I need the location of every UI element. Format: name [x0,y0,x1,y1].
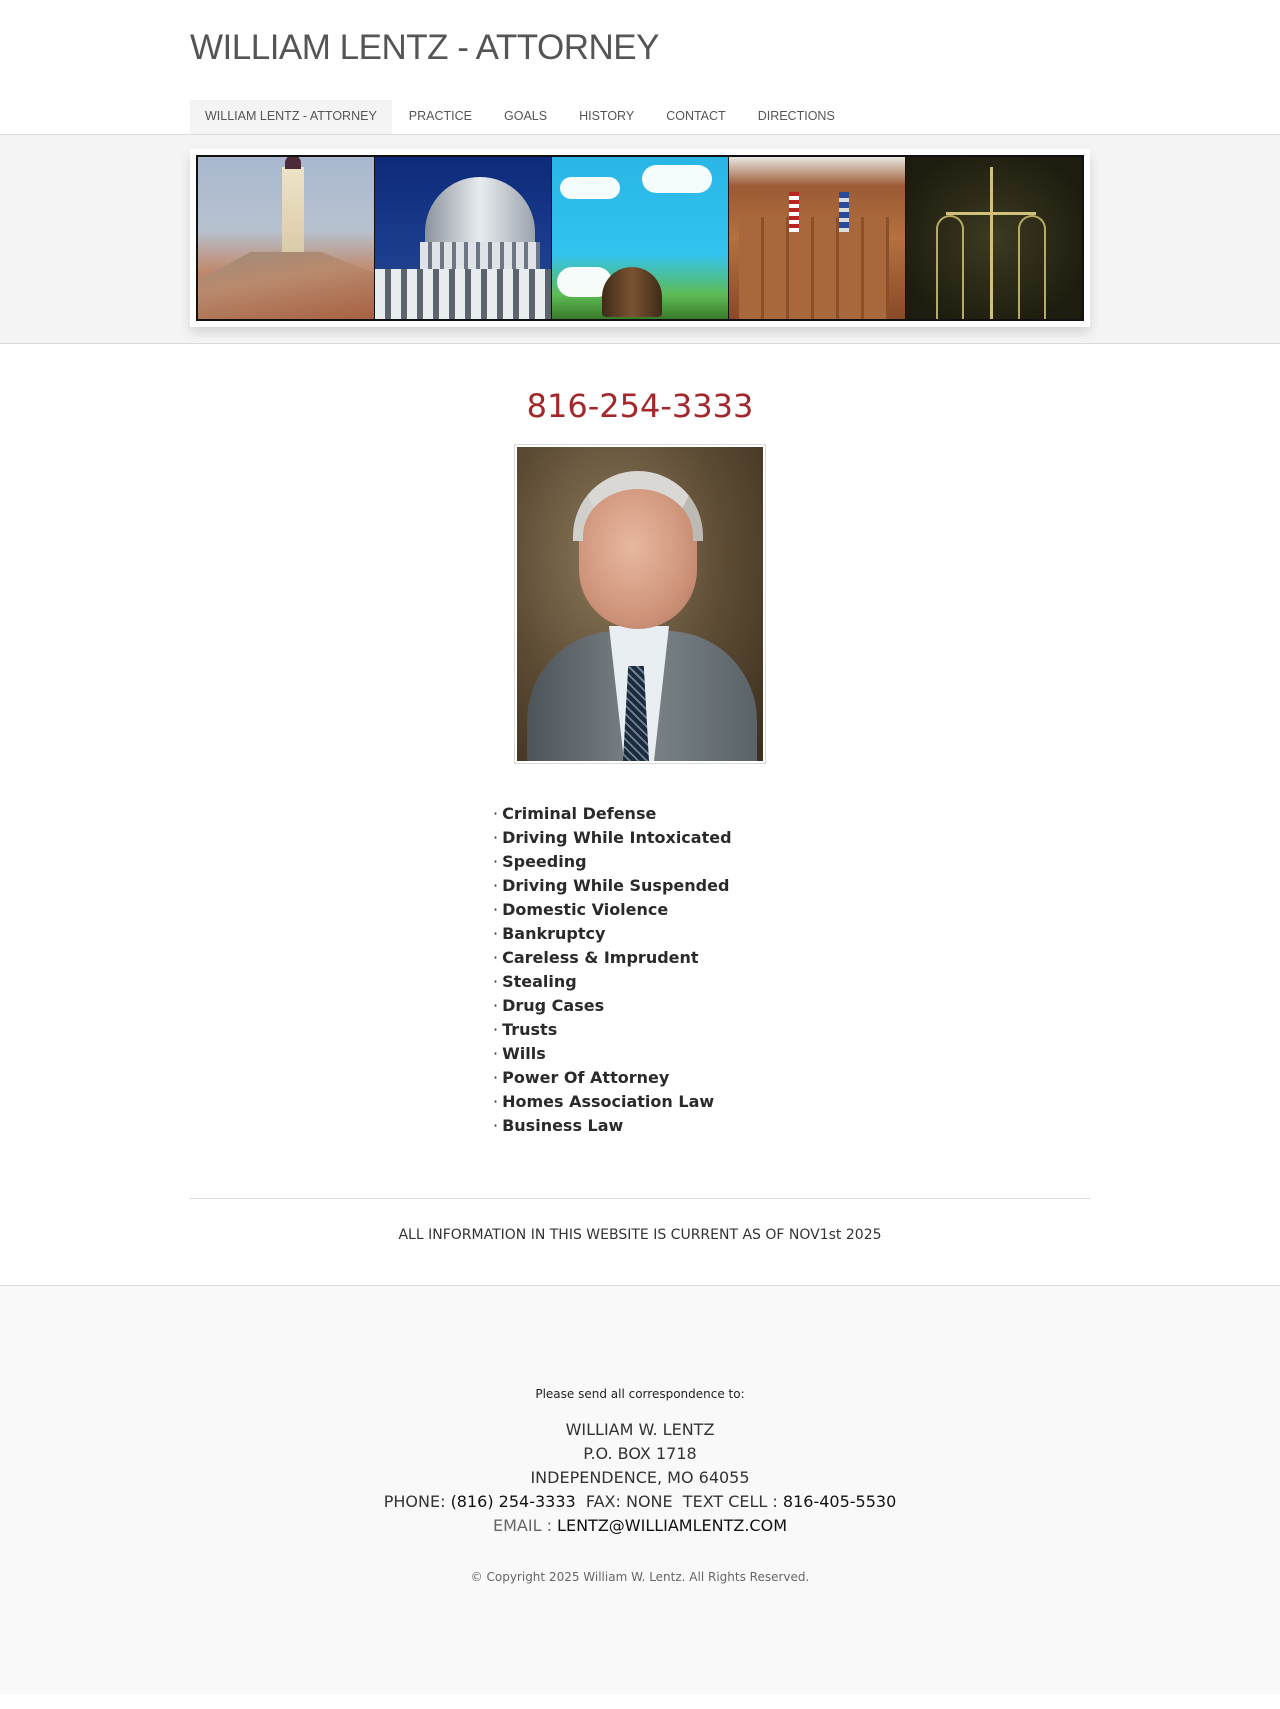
site-footer [0,1285,1280,1694]
fax-text-label: FAX: NONE TEXT CELL : [575,1492,783,1511]
banner-frame [190,149,1090,327]
site-header [0,0,1280,135]
contact-line [0,1490,1280,1514]
copyright-text: © Copyright 2025 William W. Lentz. All Rights Reserved. [470,1570,810,1584]
mailing-address [0,1418,1280,1538]
nav-item-contact[interactable]: CONTACT [666,109,726,123]
clock-tower-image [198,157,375,319]
list-item: · Speeding [493,852,587,871]
list-item: · Drug Cases [493,996,605,1015]
list-item: · Wills [493,1044,546,1063]
phone-number-heading: 816-254-3333 [526,387,754,425]
phone-link[interactable]: (816) 254-3333 [450,1492,576,1511]
correspondence-label: Please send all correspondence to: [535,1387,745,1401]
nav-item-practice[interactable]: PRACTICE [408,109,472,123]
practice-areas-list [493,802,783,1138]
nav-item-home[interactable]: WILLIAM LENTZ - ATTORNEY [190,100,392,134]
list-item: · Domestic Violence [493,900,669,919]
banner-image [196,155,1084,321]
liberty-bell-image [552,157,729,319]
site-title[interactable]: WILLIAM LENTZ - ATTORNEY [190,28,659,67]
capitol-dome-image [375,157,552,319]
list-item: · Driving While Intoxicated [493,828,732,847]
text-cell-link[interactable]: 816-405-5530 [782,1492,897,1511]
email-link[interactable]: LENTZ@WILLIAMLENTZ.COM [557,1516,787,1535]
list-item: · Stealing [493,972,577,991]
list-item: · Trusts [493,1020,558,1039]
banner-band [0,135,1280,344]
address-name: WILLIAM W. LENTZ [565,1420,715,1439]
portrait-frame [514,444,766,764]
address-po-box: P.O. BOX 1718 [583,1444,697,1463]
address-city: INDEPENDENCE, MO 64055 [530,1468,750,1487]
email-line [0,1514,1280,1538]
list-item: · Business Law [493,1116,624,1135]
currency-notice: ALL INFORMATION IN THIS WEBSITE IS CURRENT AS OF NOV1st 2025 [398,1227,882,1243]
nav-item-directions[interactable]: DIRECTIONS [757,109,835,123]
attorney-portrait [517,447,763,761]
list-item: · Bankruptcy [493,924,606,943]
list-item: · Homes Association Law [493,1092,715,1111]
courtroom-image [729,157,906,319]
list-item: · Power Of Attorney [493,1068,670,1087]
main-nav [190,100,852,134]
scales-of-justice-image [906,157,1082,319]
list-item: · Careless & Imprudent [493,948,699,967]
nav-item-history[interactable]: HISTORY [579,109,635,123]
email-label: EMAIL : [492,1516,558,1535]
list-item: · Driving While Suspended [493,876,730,895]
list-item: · Criminal Defense [493,804,657,823]
phone-label: PHONE: [383,1492,451,1511]
nav-item-goals[interactable]: GOALS [504,109,548,123]
main-content [0,344,1280,1285]
